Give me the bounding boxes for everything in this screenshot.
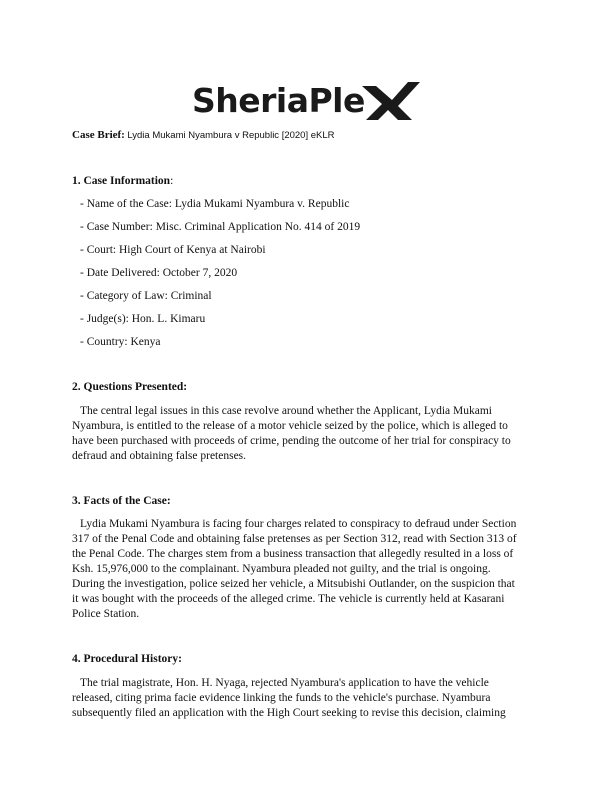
sheriaplex-logo — [192, 78, 422, 122]
paragraph-line: The trial magistrate, Hon. H. Nyaga, rejected Nyambura's application to have the vehicle — [80, 677, 489, 689]
info-item-judges: - Judge(s): Hon. L. Kimaru — [80, 313, 206, 325]
paragraph-line: Lydia Mukami Nyambura is facing four charges related to conspiracy to defraud under Section — [80, 518, 517, 530]
info-item-name: - Name of the Case: Lydia Mukami Nyambura v. Republic — [80, 198, 350, 210]
info-item-date: - Date Delivered: October 7, 2020 — [80, 267, 238, 279]
facts-heading: 3. Facts of the Case: — [72, 495, 171, 507]
facts-paragraph — [72, 517, 542, 622]
paragraph-line: subsequently filed an application with the High Court seeking to revise this decision, claiming — [72, 707, 506, 719]
procedural-history-paragraph — [72, 676, 542, 721]
logo-wordmark: SheriaPle — [192, 81, 365, 120]
paragraph-line: released, citing prima facie evidence linking the funds to the vehicle's purchase. Nyambura — [72, 692, 491, 704]
paragraph-line: The central legal issues in this case revolve around whether the Applicant, Lydia Mukami — [80, 405, 492, 417]
paragraph-line: the Penal Code. The charges stem from a business transaction that allegedly resulted in a loss of — [72, 548, 514, 560]
paragraph-line: Ksh. 15,976,000 to the complainant. Nyambura pleaded not guilty, and the trial is ongoing. — [72, 563, 491, 575]
case-brief-title: Lydia Mukami Nyambura v Republic [2020] eKLR — [127, 130, 335, 141]
questions-presented-paragraph — [72, 404, 542, 464]
paragraph-line: defraud and obtaining false pretenses. — [72, 450, 247, 462]
paragraph-line: Police Station. — [72, 608, 140, 620]
paragraph-line: have been purchased with proceeds of crime, pending the outcome of her trial for conspiracy to — [72, 435, 511, 447]
case-brief-line — [72, 129, 335, 141]
info-item-country: - Country: Kenya — [80, 336, 161, 348]
paragraph-line: 317 of the Penal Code and obtaining false pretenses as per Section 312, read with Section 313 of — [72, 533, 517, 545]
case-information-heading: 1. Case Information: — [72, 175, 174, 187]
questions-presented-heading: 2. Questions Presented: — [72, 381, 188, 393]
paragraph-line: Nyambura, is entitled to the release of a motor vehicle seized by the police, which is alleged to — [72, 420, 508, 432]
info-item-case-number: - Case Number: Misc. Criminal Application No. 414 of 2019 — [80, 221, 361, 233]
info-item-court: - Court: High Court of Kenya at Nairobi — [80, 244, 266, 256]
procedural-history-heading: 4. Procedural History: — [72, 653, 182, 665]
paragraph-line: During the investigation, police seized her vehicle, a Mitsubishi Outlander, on the suspicion that — [72, 578, 515, 590]
info-item-category: - Category of Law: Criminal — [80, 290, 212, 302]
logo-x-mark — [362, 82, 420, 120]
case-brief-label: Case Brief: — [72, 129, 125, 141]
paragraph-line: it was bought with the proceeds of the alleged crime. The vehicle is currently held at Kasarani — [72, 593, 505, 605]
